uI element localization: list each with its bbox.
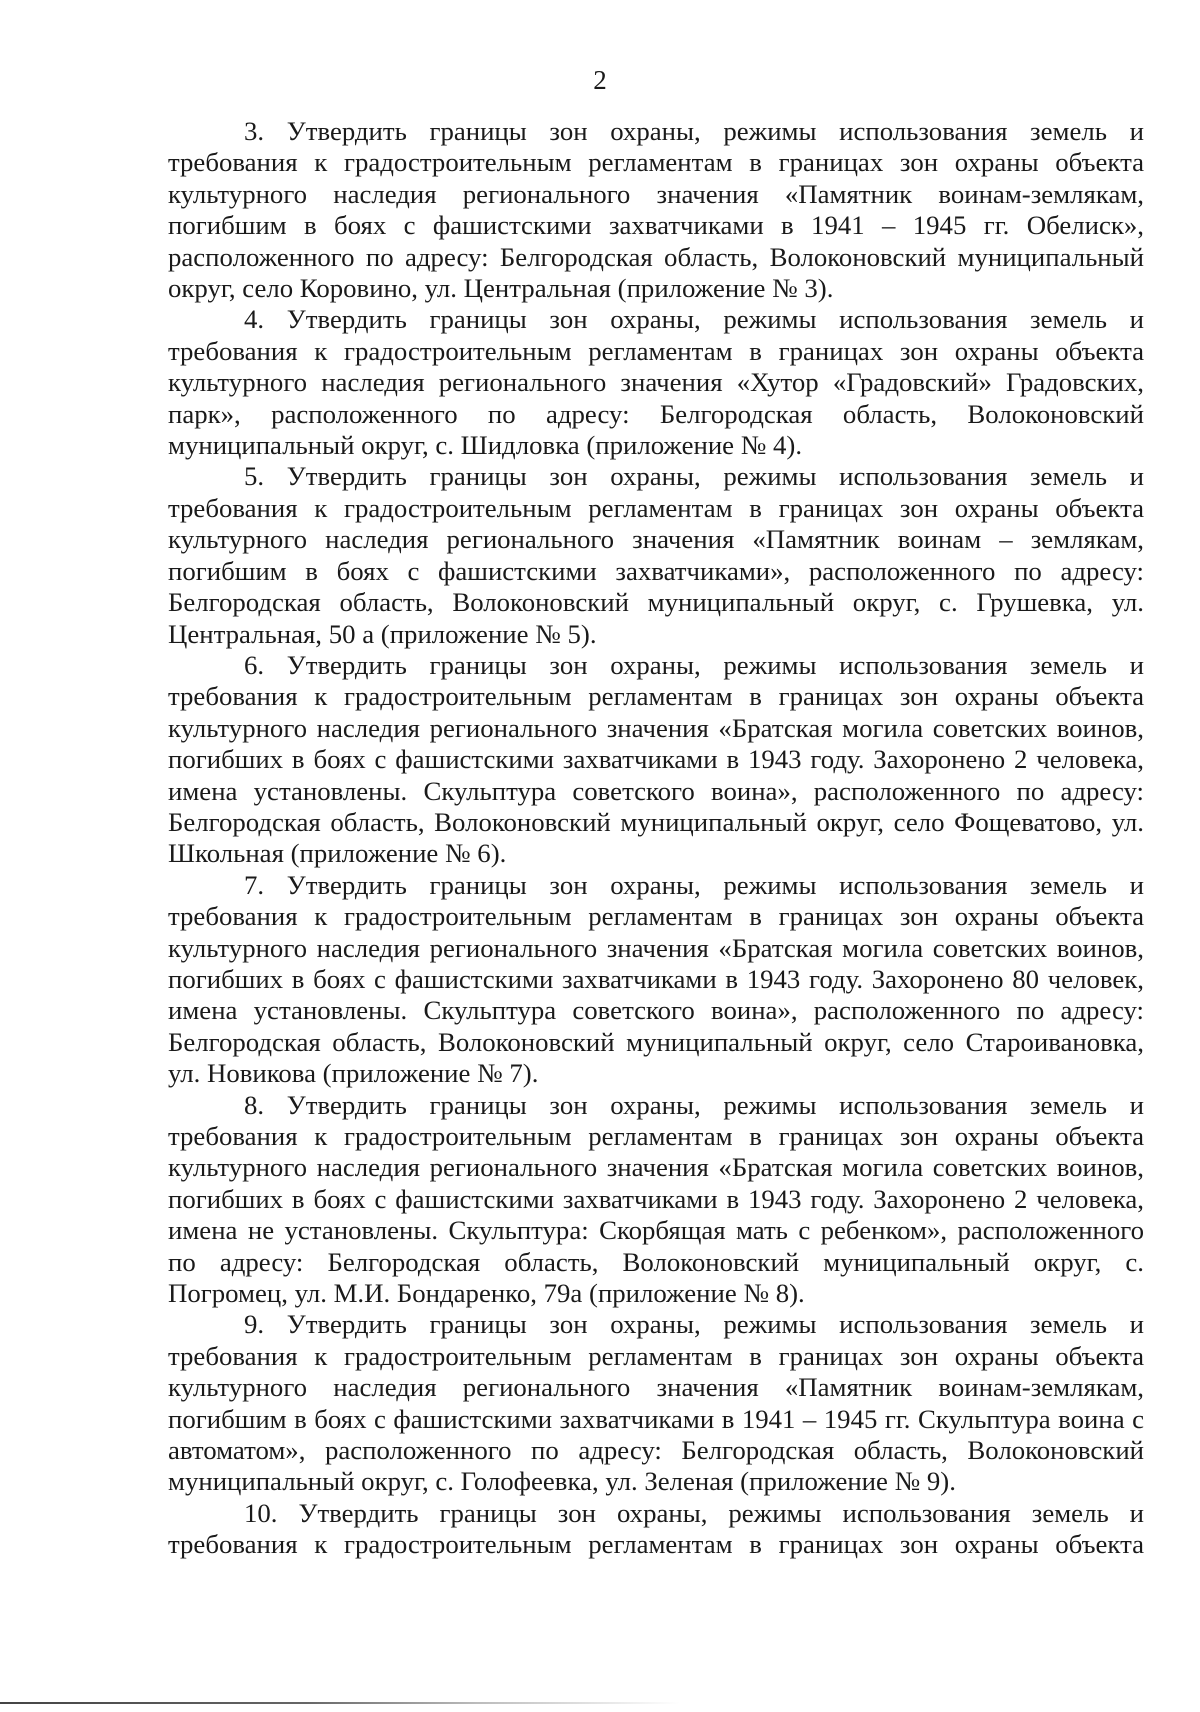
- document-body: [168, 116, 1144, 1561]
- page-number: 2: [593, 65, 607, 95]
- paragraph-item-7: 7. Утвердить границы зон охраны, режимы использования земель и требования к градостроительным регламентам в границах зон охраны объекта культурного наследия регионального значения «Братская могила советских воинов, погибших в боях с фашистскими захватчиками в 1943 году. Захоронено 80 человек, имена установлены. Скульптура советского воина», расположенного по адресу: Белгородская область, Волоконовский муниципальный округ, село Староивановка, ул. Новикова (приложение № 7).: [168, 869, 1144, 1089]
- paragraph-item-6: 6. Утвердить границы зон охраны, режимы использования земель и требования к градостроительным регламентам в границах зон охраны объекта культурного наследия регионального значения «Братская могила советских воинов, погибших в боях с фашистскими захватчиками в 1943 году. Захоронено 2 человека, имена установлены. Скульптура советского воина», расположенного по адресу: Белгородская область, Волоконовский муниципальный округ, село Фощеватово, ул. Школьная (приложение № 6).: [168, 649, 1144, 869]
- paragraph-item-9: 9. Утвердить границы зон охраны, режимы использования земель и требования к градостроительным регламентам в границах зон охраны объекта культурного наследия регионального значения «Памятник воинам-землякам, погибшим в боях с фашистскими захватчиками в 1941 – 1945 гг. Скульптура воина с автоматом», расположенного по адресу: Белгородская область, Волоконовский муниципальный округ, с. Голофеевка, ул. Зеленая (приложение № 9).: [168, 1309, 1144, 1497]
- paragraph-item-4: 4. Утвердить границы зон охраны, режимы использования земель и требования к градостроительным регламентам в границах зон охраны объекта культурного наследия регионального значения «Хутор «Градовский» Градовских, парк», расположенного по адресу: Белгородская область, Волоконовский муниципальный округ, с. Шидловка (приложение № 4).: [168, 304, 1144, 461]
- scan-edge-line: [0, 1702, 680, 1704]
- paragraph-item-3: 3. Утвердить границы зон охраны, режимы использования земель и требования к градостроительным регламентам в границах зон охраны объекта культурного наследия регионального значения «Памятник воинам-землякам, погибшим в боях с фашистскими захватчиками в 1941 – 1945 гг. Обелиск», расположенного по адресу: Белгородская область, Волоконовский муниципальный округ, село Коровино, ул. Центральная (приложение № 3).: [168, 116, 1144, 304]
- paragraph-item-5: 5. Утвердить границы зон охраны, режимы использования земель и требования к градостроительным регламентам в границах зон охраны объекта культурного наследия регионального значения «Памятник воинам – землякам, погибшим в боях с фашистскими захватчиками», расположенного по адресу: Белгородская область, Волоконовский муниципальный округ, с. Грушевка, ул. Центральная, 50 а (приложение № 5).: [168, 461, 1144, 649]
- paragraph-item-10: 10. Утвердить границы зон охраны, режимы использования земель и требования к градостроительным регламентам в границах зон охраны объекта: [168, 1497, 1144, 1560]
- paragraph-item-8: 8. Утвердить границы зон охраны, режимы использования земель и требования к градостроительным регламентам в границах зон охраны объекта культурного наследия регионального значения «Братская могила советских воинов, погибших в боях с фашистскими захватчиками в 1943 году. Захоронено 2 человека, имена не установлены. Скульптура: Скорбящая мать с ребенком», расположенного по адресу: Белгородская область, Волоконовский муниципальный округ, с. Погромец, ул. М.И. Бондаренко, 79а (приложение № 8).: [168, 1089, 1144, 1309]
